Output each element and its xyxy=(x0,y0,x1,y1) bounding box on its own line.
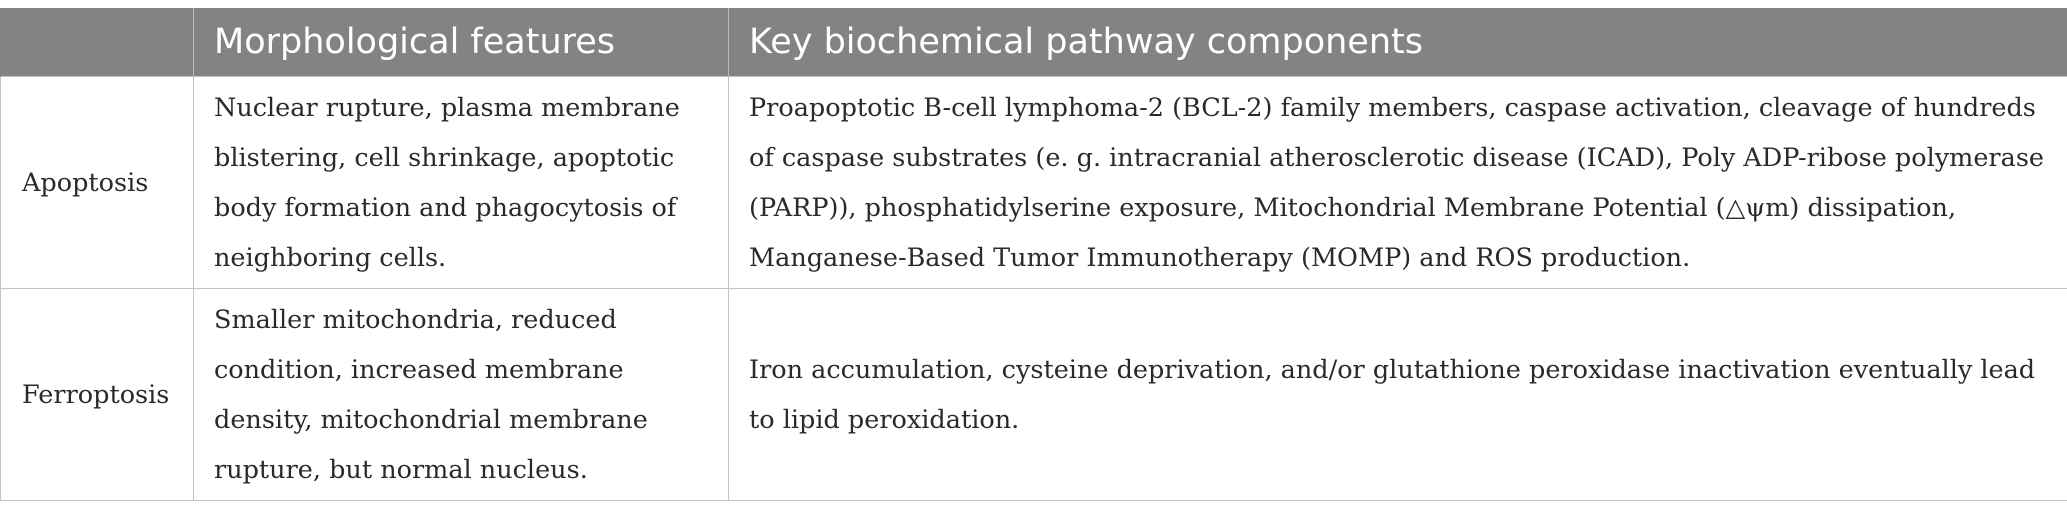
comparison-table xyxy=(0,8,2067,501)
header-cell-empty xyxy=(1,8,194,77)
header-row xyxy=(1,8,2067,77)
cell-morphology-apoptosis xyxy=(194,77,729,289)
pathway-text: Iron accumulation, cysteine deprivation, and/or glutathione peroxidase inactivation eventually lead to lipid peroxidation. xyxy=(749,354,2036,435)
row-label-ferroptosis: Ferroptosis xyxy=(1,289,194,501)
table-row xyxy=(1,77,2067,289)
header-cell-morphological-features: Morphological features xyxy=(194,8,729,77)
table-row xyxy=(1,289,2067,501)
header-cell-biochemical-pathway: Key biochemical pathway components xyxy=(729,8,2067,77)
pathway-text: Proapoptotic B-cell lymphoma-2 (BCL-2) family members, caspase activation, cleavage of hundreds of caspase substrates (e. g. intracranial atherosclerotic disease (ICAD), Poly ADP-ribose polymerase (PARP)), phosphatidylserine exposure, Mitochondrial Membrane Potential (△ψm) dissipation, Manganese-Based Tumor Immunotherapy (MOMP) and ROS production. xyxy=(749,92,2044,273)
morphology-text: Smaller mitochondria, reduced condition, increased membrane density, mitochondrial membrane rupture, but normal nucleus. xyxy=(214,304,648,485)
morphology-text: Nuclear rupture, plasma membrane blistering, cell shrinkage, apoptotic body formation and phagocytosis of neighboring cells. xyxy=(214,92,680,273)
cell-pathway-apoptosis xyxy=(729,77,2067,289)
cell-pathway-ferroptosis xyxy=(729,289,2067,501)
table-body xyxy=(1,77,2067,501)
row-label-apoptosis: Apoptosis xyxy=(1,77,194,289)
table-header xyxy=(1,8,2067,77)
cell-morphology-ferroptosis xyxy=(194,289,729,501)
